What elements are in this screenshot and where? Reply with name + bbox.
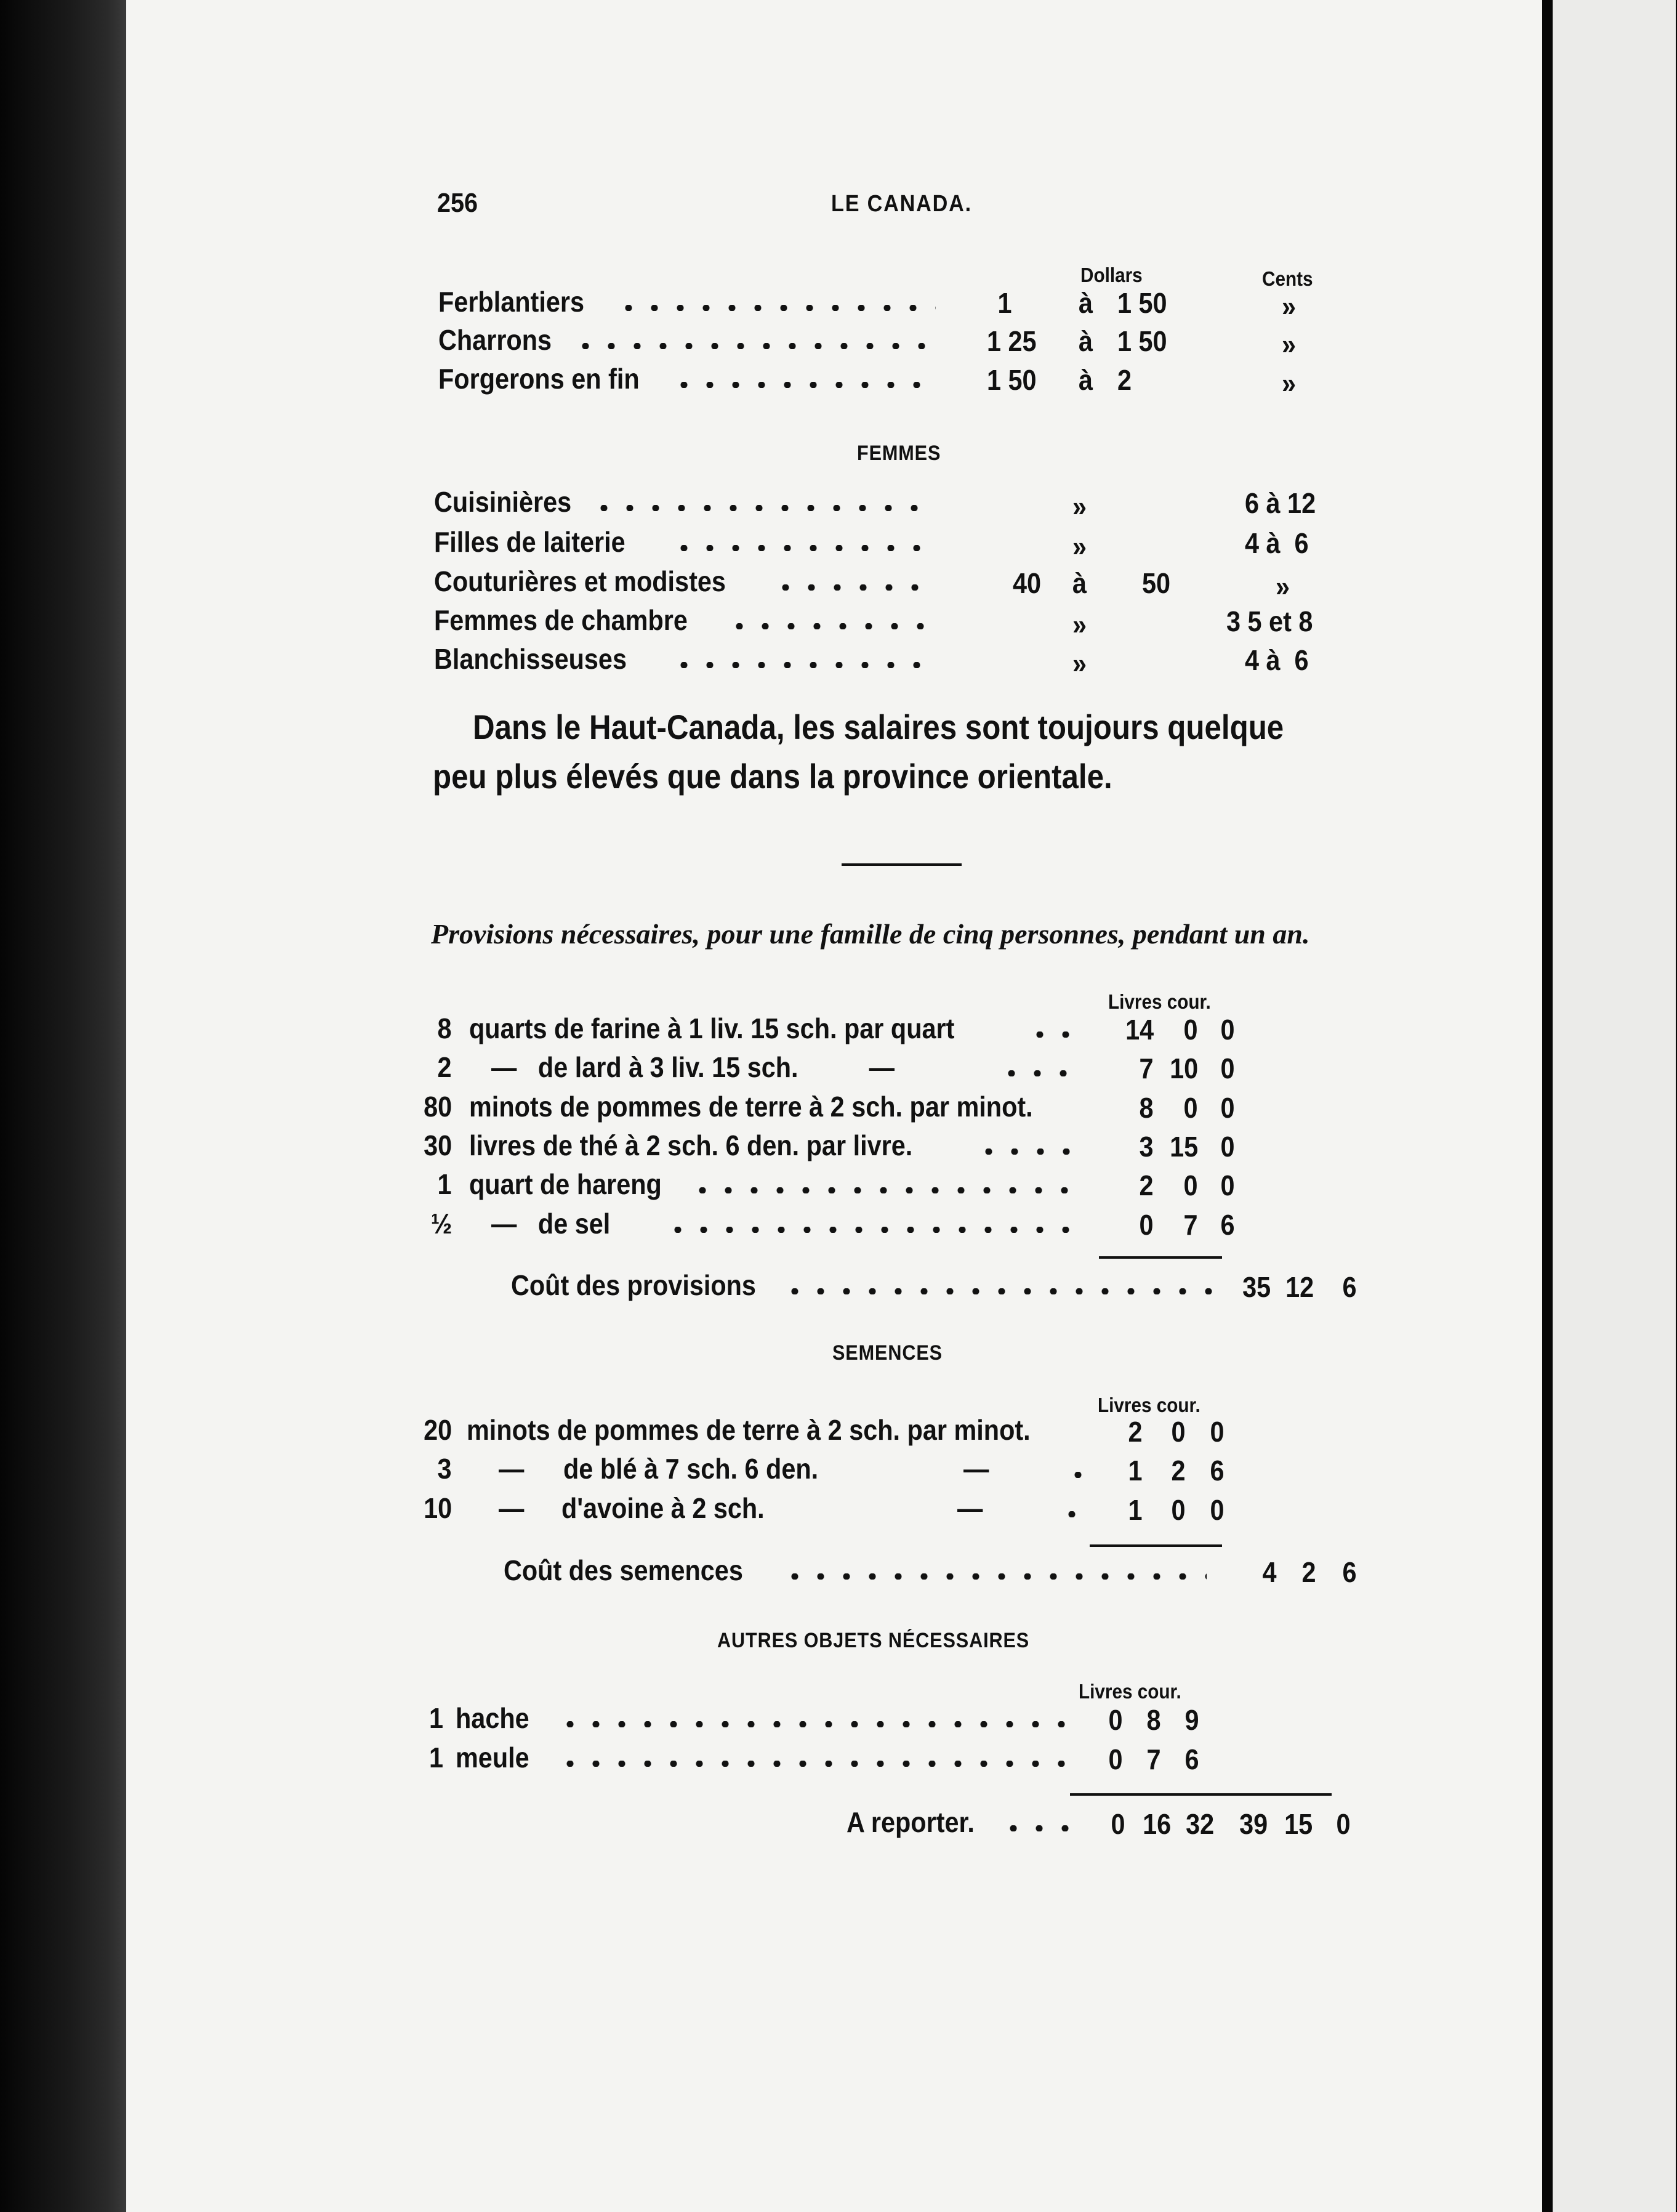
trade-label: Ferblantiers [438,286,584,318]
wage-min: 1 [997,287,1012,319]
wage-cents: » [1276,570,1290,602]
seed-desc: de blé à 7 sch. 6 den. [563,1453,819,1485]
amount-shillings: 0 [1171,1494,1186,1526]
col-cents-header: Cents [1262,267,1313,290]
wage-sep: à [1079,364,1093,396]
leader-dots [726,623,936,629]
amount-pence: 0 [1220,1169,1235,1201]
wage-min: 1 25 [987,325,1037,357]
trade-label: Charrons [438,324,552,356]
object-qty: 1 [429,1702,444,1734]
leader-dots [1000,1825,1080,1831]
wage-min: 1 50 [987,364,1037,396]
total-label: Coût des provisions [511,1269,756,1301]
wage-max: 1 50 [1117,287,1167,319]
wage-cents: 4 à 6 [1245,644,1309,676]
carry-total-shillings: 15 [1284,1808,1313,1840]
ditto-dash: — [499,1492,525,1524]
amount-pence: 9 [1184,1704,1199,1736]
seed-desc: minots de pommes de terre à 2 sch. par minot. [467,1414,1031,1446]
leader-dots [557,1721,1074,1727]
amount-shillings: 0 [1183,1169,1198,1201]
wage-sep: à [1079,325,1093,357]
facing-page-strip [1553,0,1676,2212]
trade-label: Couturières et modistes [434,565,726,597]
sum-rule [1099,1256,1222,1259]
total-label: Coût des semences [504,1554,743,1586]
wage-max: 50 [1142,567,1171,599]
leader-dots [665,1227,1084,1233]
seed-qty: 10 [423,1492,452,1524]
amount-pence: 0 [1220,1092,1235,1124]
leader-dots [782,1573,1207,1580]
semences-unit-header: Livres cour. [1098,1394,1200,1416]
section-heading-autres: AUTRES OBJETS NÉCESSAIRES [717,1629,1030,1652]
carry-value-c: 32 [1185,1808,1214,1840]
provision-qty: ½ [430,1208,452,1240]
object-desc: meule [456,1742,529,1774]
provisions-title: Provisions nécessaires, pour une famille de cinq personnes, pendant un an. [431,918,1310,950]
wage-sep: à [1079,287,1093,319]
wage-cents: » [1282,328,1297,360]
amount-pounds: 4 [1262,1556,1277,1588]
amount-pounds: 1 [1128,1494,1143,1526]
wage-dollars: » [1072,647,1087,679]
leader-dots [557,1761,1074,1767]
ditto-dash: — [957,1492,983,1524]
body-paragraph-line-2: peu plus élevés que dans la province orientale. [433,757,1112,796]
leader-dots [1027,1031,1082,1038]
leader-dots [573,343,936,349]
leader-dots [782,1288,1225,1294]
amount-shillings: 15 [1169,1131,1198,1163]
provision-qty: 8 [437,1012,452,1044]
seed-desc: d'avoine à 2 sch. [561,1492,765,1524]
leader-dots [1065,1472,1090,1478]
body-paragraph-line-1: Dans le Haut-Canada, les salaires sont toujours quelque [473,708,1284,746]
col-dollars-header: Dollars [1080,264,1143,286]
amount-shillings: 0 [1183,1092,1198,1124]
provision-desc: — de sel [491,1208,611,1240]
leader-dots [671,545,936,551]
amount-pence: 6 [1342,1271,1357,1303]
provisions-unit-header: Livres cour. [1108,990,1211,1013]
provision-qty: 30 [423,1129,452,1161]
amount-shillings: 2 [1301,1556,1316,1588]
amount-pence: 0 [1210,1416,1225,1448]
amount-shillings: 12 [1285,1271,1314,1303]
left-page-edge [0,0,126,2212]
provision-desc: minots de pommes de terre à 2 sch. par minot. [469,1091,1033,1123]
amount-shillings: 8 [1146,1704,1161,1736]
object-desc: hache [456,1702,529,1734]
leader-dots [976,1148,1080,1155]
amount-shillings: 0 [1171,1416,1186,1448]
wage-cents: » [1282,367,1297,399]
section-heading-semences: SEMENCES [832,1341,943,1365]
ditto-dash: — [499,1453,525,1485]
amount-pounds: 0 [1108,1704,1123,1736]
amount-pounds: 0 [1139,1209,1154,1241]
leader-dots [616,305,936,311]
amount-pounds: 14 [1125,1014,1154,1046]
seed-qty: 20 [423,1414,452,1446]
leader-dots [671,382,936,388]
amount-pence: 6 [1342,1556,1357,1588]
amount-pounds: 1 [1128,1455,1143,1487]
trade-label: Cuisinières [434,486,572,518]
wage-cents: 3 5 et 8 [1226,605,1313,637]
amount-pence: 6 [1210,1455,1225,1487]
carry-value-a: 0 [1111,1808,1125,1840]
carry-value-b: 16 [1142,1808,1171,1840]
amount-pounds: 2 [1128,1416,1143,1448]
amount-shillings: 7 [1183,1209,1198,1241]
page-number: 256 [437,188,478,218]
wage-dollars: » [1072,530,1087,562]
wage-cents: » [1282,290,1297,322]
leader-dots [1059,1511,1084,1517]
trade-label: Blanchisseuses [434,643,627,675]
provision-qty: 80 [423,1091,452,1123]
leader-dots [690,1187,1084,1193]
provision-qty: 1 [437,1168,452,1200]
wage-dollars: » [1072,608,1087,640]
carry-total-pence: 0 [1336,1808,1351,1840]
amount-pence: 0 [1220,1131,1235,1163]
provision-desc: livres de thé à 2 sch. 6 den. par livre. [469,1129,913,1161]
section-heading-femmes: FEMMES [857,442,941,465]
wage-max: 1 50 [1117,325,1167,357]
wage-max: 2 [1117,364,1132,396]
seed-qty: 3 [437,1453,452,1485]
section-divider [842,863,962,866]
leader-dots [773,584,936,591]
amount-pence: 0 [1210,1494,1225,1526]
wage-min: 40 [1013,567,1042,599]
carry-total-pounds: 39 [1239,1808,1268,1840]
running-title: LE CANADA. [831,191,972,217]
trade-label: Femmes de chambre [434,604,688,636]
ditto-dash: — [963,1453,989,1485]
wage-cents: 4 à 6 [1245,527,1309,559]
amount-pounds: 7 [1139,1052,1154,1084]
carry-forward-label: A reporter. [847,1806,975,1838]
sum-rule [1070,1793,1332,1796]
provision-desc: quart de hareng [469,1168,662,1200]
amount-pence: 0 [1220,1014,1235,1046]
wage-sep: à [1072,567,1087,599]
amount-pence: 6 [1220,1209,1235,1241]
wage-dollars: » [1072,490,1087,522]
amount-pence: 6 [1184,1743,1199,1775]
provision-desc: quarts de farine à 1 liv. 15 sch. par quart [469,1012,955,1044]
amount-pence: 0 [1220,1052,1235,1084]
amount-shillings: 2 [1171,1455,1186,1487]
amount-pounds: 0 [1108,1743,1123,1775]
sum-rule [1090,1544,1222,1547]
amount-pounds: 2 [1139,1169,1154,1201]
object-qty: 1 [429,1742,444,1774]
autres-unit-header: Livres cour. [1079,1680,1181,1703]
leader-dots [999,1070,1079,1076]
amount-shillings: 0 [1183,1014,1198,1046]
amount-shillings: 7 [1146,1743,1161,1775]
leader-dots [591,505,936,511]
trade-label: Forgerons en fin [438,363,640,395]
provision-desc: — de lard à 3 liv. 15 sch. — [491,1051,895,1083]
amount-pounds: 35 [1242,1271,1271,1303]
amount-shillings: 10 [1169,1052,1198,1084]
amount-pounds: 8 [1139,1092,1154,1124]
wage-cents: 6 à 12 [1245,487,1316,519]
leader-dots [671,662,936,668]
trade-label: Filles de laiterie [434,526,625,558]
amount-pounds: 3 [1139,1131,1154,1163]
provision-qty: 2 [437,1051,452,1083]
